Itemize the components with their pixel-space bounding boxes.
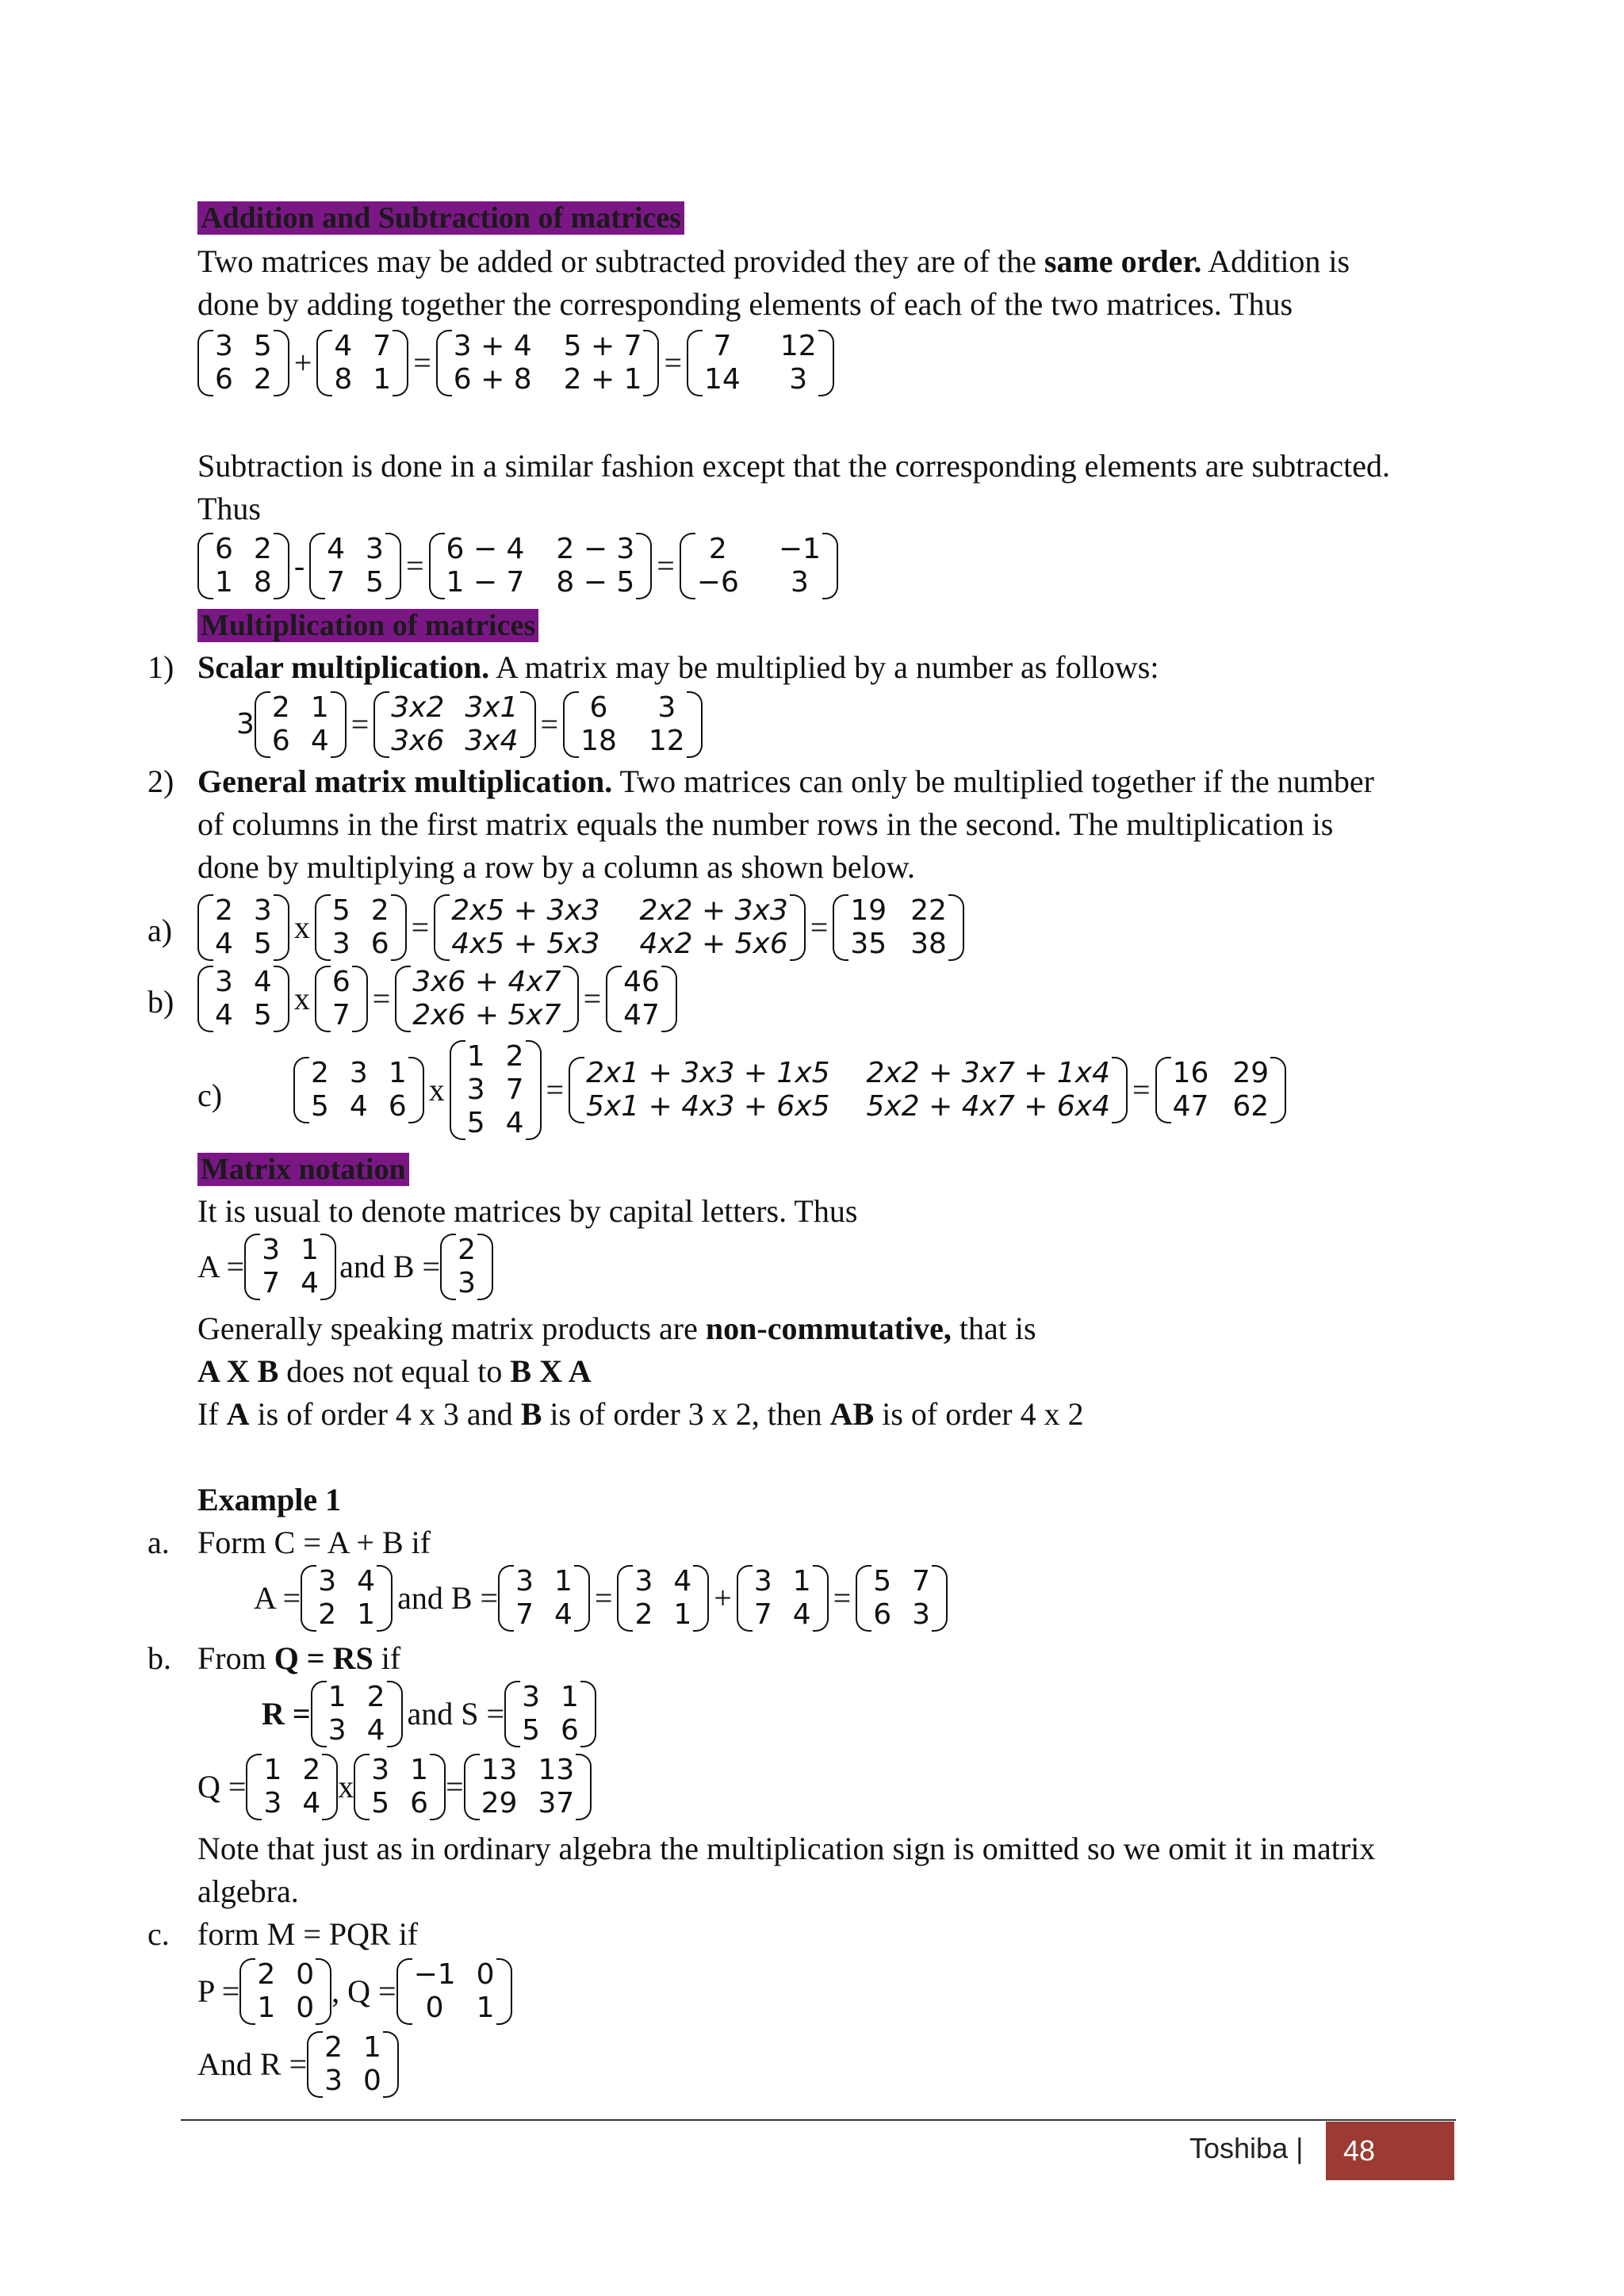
list-letter: b. (147, 1640, 171, 1676)
matrix: −1 0 0 1 (396, 1958, 512, 2025)
example-title: Example 1 (197, 1482, 342, 1517)
matrix: 3 1 7 4 (498, 1565, 590, 1632)
list-letter: c) (197, 1077, 223, 1113)
list-letter: b) (147, 984, 174, 1020)
paragraph-line: Scalar multiplication. A matrix may be multiplied by a number as follows: (197, 649, 1159, 685)
matrix: 3 5 6 2 (197, 330, 289, 396)
matrix: 3 4 2 1 (301, 1565, 393, 1632)
paragraph-line: From Q = RS if (197, 1640, 401, 1676)
matrix: 6 2 1 8 (197, 533, 289, 599)
matrix: 2 0 1 0 (239, 1958, 331, 2025)
matrix: 7 12 14 3 (687, 330, 834, 396)
paragraph-line: algebra. (197, 1873, 299, 1909)
matrix: 2 3 1 5 4 6 (293, 1057, 424, 1123)
matrix: 2 3 4 5 (197, 894, 289, 961)
heading-matrix-notation: Matrix notation (197, 1153, 409, 1186)
paragraph-line: General matrix multiplication. Two matrices can only be multiplied together if the number (197, 763, 1374, 799)
list-letter: c. (147, 1916, 170, 1952)
matrix: 6 3 18 12 (563, 691, 703, 758)
matrix: 1 2 3 4 (311, 1681, 403, 1747)
example-b-equation: Q = 1 2 3 4 x 3 1 5 6 = 13 13 29 37 (197, 1754, 592, 1820)
matrix: 3 4 2 1 (617, 1565, 709, 1632)
matrix: 2x1 + 3x3 + 1x5 2x2 + 3x7 + 1x4 5x1 + 4x3 + 6x5 5x2 + 4x7 + 6x4 (569, 1057, 1128, 1123)
list-letter: a) (147, 913, 173, 948)
matrix: 4 7 8 1 (316, 330, 408, 396)
paragraph-line: form M = PQR if (197, 1916, 419, 1952)
paragraph-line: Thus (197, 491, 261, 526)
multiplication-example-b: 3 4 4 5 x 6 7 = 3x6 + 4x7 2x6 + 5x7 = 46 47 (197, 966, 677, 1032)
matrix-definition-ab: A = 3 1 7 4 and B = 2 3 (197, 1234, 493, 1300)
matrix: 3 1 7 4 (244, 1234, 336, 1300)
paragraph-line: Note that just as in ordinary algebra the multiplication sign is omitted so we omit it in matrix (197, 1831, 1376, 1866)
multiplication-example-a: 2 3 4 5 x 5 2 3 6 = 2x5 + 3x3 2x2 + 3x3 4x5 + 5x3 4x2 + 5x6 = 19 22 35 38 (197, 894, 964, 961)
paragraph-line: If A is of order 4 x 3 and B is of order 3 x 2, then AB is of order 4 x 2 (197, 1396, 1084, 1432)
matrix: 3x2 3x1 3x6 3x4 (373, 691, 535, 758)
matrix: 1 2 3 4 (246, 1754, 338, 1820)
matrix: 2 −1 −6 3 (680, 533, 838, 599)
paragraph-line: Subtraction is done in a similar fashion except that the corresponding elements are subtracted. (197, 448, 1390, 484)
matrix: 3 + 4 5 + 7 6 + 8 2 + 1 (436, 330, 660, 396)
footer-brand: Toshiba | (1189, 2132, 1304, 2164)
list-number: 2) (147, 763, 174, 799)
matrix: 3 1 5 6 (354, 1754, 446, 1820)
multiplication-example-c: 2 3 1 5 4 6 x 1 2 3 7 5 4 = 2x1 + 3x3 + 1x5 2x2 + 3x7 + 1x4 5x1 + 4x3 + 6x5 5x2 + 4x7 + 6x4 = 16 29 47 62 (293, 1040, 1286, 1140)
matrix: 16 29 47 62 (1155, 1057, 1287, 1123)
matrix: 13 13 29 37 (464, 1754, 592, 1820)
paragraph-line: Form C = A + B if (197, 1525, 431, 1560)
page-number: 48 (1326, 2122, 1454, 2180)
matrix: 6 − 4 2 − 3 1 − 7 8 − 5 (429, 533, 653, 599)
matrix: 1 2 3 7 5 4 (450, 1040, 542, 1140)
example-b-definitions: R = 1 2 3 4 and S = 3 1 5 6 (262, 1681, 596, 1747)
matrix: 2 3 (440, 1234, 493, 1300)
example-a-equation: A = 3 4 2 1 and B = 3 1 7 4 = 3 4 2 1 + 3 1 7 4 = 5 7 6 3 (254, 1565, 948, 1632)
paragraph-line: done by multiplying a row by a column as shown below. (197, 849, 916, 885)
list-number: 1) (147, 649, 174, 685)
matrix: 3 1 7 4 (737, 1565, 829, 1632)
subtraction-equation: 6 2 1 8 - 4 3 7 5 = 6 − 4 2 − 3 1 − 7 8 − 5 = 2 −1 −6 3 (197, 533, 838, 599)
matrix: 46 47 (606, 966, 677, 1032)
paragraph-line: done by adding together the corresponding elements of each of the two matrices. Thus (197, 286, 1293, 322)
paragraph-line: It is usual to denote matrices by capital letters. Thus (197, 1193, 858, 1229)
paragraph-line: A X B does not equal to B X A (197, 1353, 592, 1389)
footer-rule (181, 2119, 1456, 2121)
paragraph-line: Generally speaking matrix products are non-commutative, that is (197, 1311, 1036, 1346)
list-letter: a. (147, 1525, 170, 1560)
matrix: 5 7 6 3 (856, 1565, 948, 1632)
matrix: 5 2 3 6 (315, 894, 407, 961)
addition-equation: 3 5 6 2 + 4 7 8 1 = 3 + 4 5 + 7 6 + 8 2 + 1 = 7 12 14 3 (197, 330, 834, 396)
matrix: 6 7 (315, 966, 368, 1032)
example-c-r-definition: And R = 2 1 3 0 (197, 2031, 399, 2098)
matrix: 2 1 3 0 (307, 2031, 399, 2098)
matrix: 2x5 + 3x3 2x2 + 3x3 4x5 + 5x3 4x2 + 5x6 (434, 894, 806, 961)
matrix: 2 1 6 4 (255, 691, 347, 758)
scalar-equation: 3 2 1 6 4 = 3x2 3x1 3x6 3x4 = 6 3 18 12 (236, 691, 703, 758)
matrix: 3x6 + 4x7 2x6 + 5x7 (395, 966, 578, 1032)
matrix: 3 4 4 5 (197, 966, 289, 1032)
matrix: 4 3 7 5 (309, 533, 401, 599)
example-c-definitions: P = 2 0 1 0 , Q = −1 0 0 1 (197, 1958, 512, 2025)
paragraph-line: of columns in the first matrix equals the number rows in the second. The multiplication is (197, 806, 1334, 842)
heading-multiplication: Multiplication of matrices (197, 609, 538, 642)
matrix: 19 22 35 38 (833, 894, 964, 961)
paragraph-line: Two matrices may be added or subtracted provided they are of the same order. Addition is (197, 243, 1350, 279)
heading-addition-subtraction: Addition and Subtraction of matrices (197, 201, 684, 235)
matrix: 3 1 5 6 (504, 1681, 596, 1747)
